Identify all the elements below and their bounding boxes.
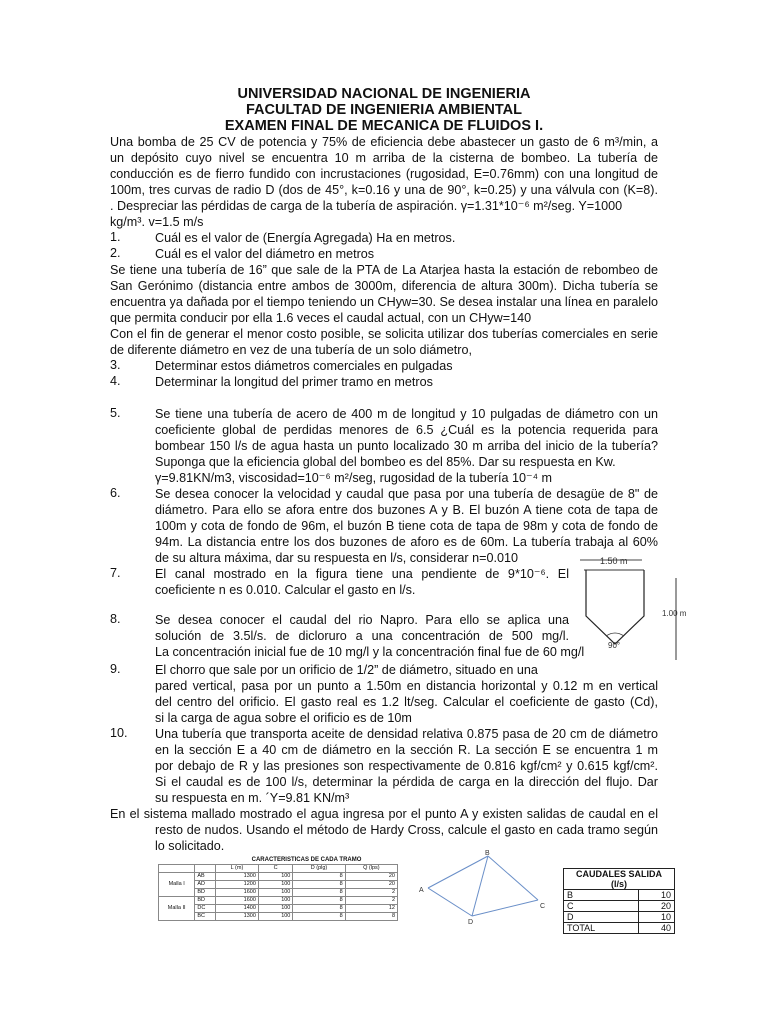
problem-line: de diferente diámetro en vez de una tubería de un solo diámetro, bbox=[110, 343, 472, 357]
question-text: coeficiente n es 0.010. Calcular el gasto en l/s. bbox=[155, 583, 416, 597]
problem-line: lo solicitado. bbox=[155, 839, 225, 853]
question-text: Cuál es el valor de (Energía Agregada) Ha en metros. bbox=[155, 231, 456, 245]
table-row: AD 1200 100 8 20 bbox=[159, 881, 398, 889]
node-c-label: C bbox=[540, 903, 546, 910]
problem-line: que permita conducir por ella 1.6 veces el caudal actual, con un CHyw=140 bbox=[110, 311, 532, 325]
intro-line: . Despreciar las pérdidas de carga de la tubería de aspiración. γ=1.31*10⁻⁶ m²/seg. Y=1000 bbox=[110, 199, 623, 213]
question-text: Determinar estos diámetros comerciales en pulgadas bbox=[155, 359, 453, 373]
height-label: 1.00 m bbox=[662, 609, 687, 618]
node-b-label: B bbox=[485, 850, 490, 857]
question-text: diámetro. Para ello se afora entre dos buzones A y B. El buzón A tiene cota de tapa de bbox=[155, 503, 658, 517]
problem-line: resto de nudos. Usando el método de Hardy Cross, calcule el gasto en cada tramo según bbox=[155, 823, 658, 837]
faculty-title: FACULTAD DE INGENIERIA AMBIENTAL bbox=[245, 102, 523, 118]
question-number: 1. bbox=[110, 230, 121, 244]
intro-line: 100m, tres curvas de radio D (dos de 45°, k=0.16 y una de 90°, k=0.25) y una válvula con (K=8). bbox=[110, 183, 658, 197]
table-title: CAUDALES SALIDA (l/s) bbox=[564, 869, 675, 890]
question-text: coeficiente global de perdidas menores de 6.5 ¿Cuál es la potencia requerida para bbox=[155, 423, 658, 437]
question-text: pared vertical, pasa por un punto a 1.50m en distancia horizontal y 0.12 m en vertical bbox=[155, 679, 658, 693]
pipe-ab bbox=[428, 856, 488, 888]
angle-label: 90° bbox=[608, 641, 621, 650]
table-row: DC 1400 100 8 12 bbox=[159, 905, 398, 913]
table-row: B 10 bbox=[564, 890, 675, 901]
width-label: 1.50 m bbox=[600, 556, 628, 566]
table-row: C 20 bbox=[564, 901, 675, 912]
question-text: Determinar la longitud del primer tramo en metros bbox=[155, 375, 433, 389]
question-number: 4. bbox=[110, 374, 121, 388]
problem-line: encuentra ya dañada por el tiempo teniendo un CHyw=30. Se desea instalar una línea en paralelo bbox=[110, 295, 658, 309]
question-text: El chorro que sale por un orificio de 1/2” de diámetro, situado en una bbox=[155, 663, 538, 677]
table-row: Malla II BD 1600 100 8 2 bbox=[159, 897, 398, 905]
pipe-network-diagram bbox=[418, 846, 558, 928]
malla-label: Malla II bbox=[159, 897, 195, 921]
question-number: 5. bbox=[110, 406, 121, 420]
intro-line: kg/m³. v=1.5 m/s bbox=[110, 215, 204, 229]
question-text: Si el caudal es de 100 l/s, determinar la pérdida de carga en la dirección del flujo. Dar bbox=[155, 775, 658, 789]
question-text: Suponga que la eficiencia global del bombeo es del 85%. Dar su respuesta en Kw. bbox=[155, 455, 616, 469]
pipe-bd bbox=[472, 856, 488, 916]
question-text: de su altura máxima, dar su respuesta en l/s, considerar n=0.010 bbox=[155, 551, 518, 565]
question-text: El canal mostrado en la figura tiene una pendiente de 9*10⁻⁶. El bbox=[155, 567, 569, 581]
question-text: por debajo de R y las presiones son respectivamente de 0.816 kgf/cm² y 0.615 kgf/cm². bbox=[155, 759, 658, 773]
question-text: Una tubería que transporta aceite de densidad relativa 0.875 pasa de 20 cm de diámetro bbox=[155, 727, 658, 741]
question-text: bombear 150 l/s de agua hasta un punto localizado 30 m arriba del inicio de la tubería? bbox=[155, 439, 658, 453]
question-text: solución de 3.5l/s. de dicloruro a una concentración de 500 mg/l. bbox=[155, 629, 569, 643]
table-header: C bbox=[258, 865, 292, 873]
question-text: 100m y cota de fondo de 96m, el buzón B tiene cota de tapa de 98m y cota de fondo de bbox=[155, 519, 658, 533]
table-row: Malla I AB 1300 100 8 20 bbox=[159, 873, 398, 881]
node-d-label: D bbox=[468, 919, 474, 926]
problem-line: En el sistema mallado mostrado el agua ingresa por el punto A y existen salidas de caudal en el bbox=[110, 807, 658, 821]
table-row: D 10 bbox=[564, 912, 675, 923]
characteristics-table bbox=[158, 857, 398, 921]
channel-figure bbox=[578, 556, 696, 666]
question-text: en la sección E a 40 cm de diámetro en la sección R. La sección E se encuentra 1 m bbox=[155, 743, 658, 757]
question-number: 9. bbox=[110, 662, 121, 676]
angle-arc bbox=[606, 633, 624, 636]
question-text: si la carga de agua sobre el orificio es de 10m bbox=[155, 711, 412, 725]
problem-line: Se tiene una tubería de 16” que sale de la PTA de La Atarjea hasta la estación de rebombeo de bbox=[110, 263, 658, 277]
node-a-label: A bbox=[419, 887, 424, 894]
question-number: 3. bbox=[110, 358, 121, 372]
table-title: CARACTERISTICAS DE CADA TRAMO bbox=[251, 857, 362, 863]
intro-line: Una bomba de 25 CV de potencia y 75% de eficiencia debe abastecer un gasto de 6 m³/min, a bbox=[110, 135, 658, 149]
problem-line: Con el fin de generar el menor costo posible, se solicita utilizar dos tuberías comerciales en serie bbox=[110, 327, 658, 341]
question-text: Cuál es el valor del diámetro en metros bbox=[155, 247, 375, 261]
outflow-table bbox=[563, 868, 675, 934]
question-number: 6. bbox=[110, 486, 121, 500]
table-row: BD 1600 100 8 2 bbox=[159, 889, 398, 897]
question-text: su respuesta en m. ´Y=9.81 KN/m³ bbox=[155, 791, 350, 805]
problem-line: San Gerónimo (distancia entre ambos de 3000m, diferencia de altura 300m). Dicha tubería se bbox=[110, 279, 658, 293]
intro-line: conducción es de fierro fundido con incrustaciones (rugosidad, E=0.76mm) con una longitud de bbox=[110, 167, 658, 181]
question-text: 94m. La distancia entre los dos buzones de aforo es de 60m. La tubería trabaja al 60% bbox=[155, 535, 658, 549]
table-row: TOTAL 40 bbox=[564, 923, 675, 934]
question-text: del centro del orificio. El gasto real es 1.2 lt/seg. Calcular el coeficiente de gasto (Cd), bbox=[155, 695, 658, 709]
question-text: Se desea conocer la velocidad y caudal que pasa por una tubería de desagüe de 8" de bbox=[155, 487, 658, 501]
table-header: Q (lps) bbox=[345, 865, 397, 873]
exam-title: EXAMEN FINAL DE MECANICA DE FLUIDOS I. bbox=[224, 118, 544, 134]
question-number: 2. bbox=[110, 246, 121, 260]
university-title: UNIVERSIDAD NACIONAL DE INGENIERIA bbox=[237, 86, 531, 102]
question-number: 10. bbox=[110, 726, 128, 740]
question-text: La concentración inicial fue de 10 mg/l y la concentración final fue de 60 mg/l bbox=[155, 645, 585, 659]
question-number: 8. bbox=[110, 612, 121, 626]
table-row: BC 1300 100 8 8 bbox=[159, 913, 398, 921]
table-header: L (m) bbox=[216, 865, 259, 873]
question-text: γ=9.81KN/m3, viscosidad=10⁻⁶ m²/seg, rugosidad de la tubería 10⁻⁴ m bbox=[155, 471, 553, 485]
table-header: D (plg) bbox=[293, 865, 345, 873]
question-number: 7. bbox=[110, 566, 121, 580]
question-text: Se tiene una tubería de acero de 400 m de longitud y 10 pulgadas de diámetro con un bbox=[155, 407, 658, 421]
malla-label: Malla I bbox=[159, 873, 195, 897]
intro-line: un depósito cuyo nivel se encuentra 10 m arriba de la cisterna de bombeo. La tubería de bbox=[110, 151, 658, 165]
pipe-ad bbox=[428, 888, 472, 916]
pipe-dc bbox=[472, 900, 538, 916]
question-text: Se desea conocer el caudal del rio Napro. Para ello se aplica una bbox=[155, 613, 569, 627]
pipe-bc bbox=[488, 856, 538, 900]
